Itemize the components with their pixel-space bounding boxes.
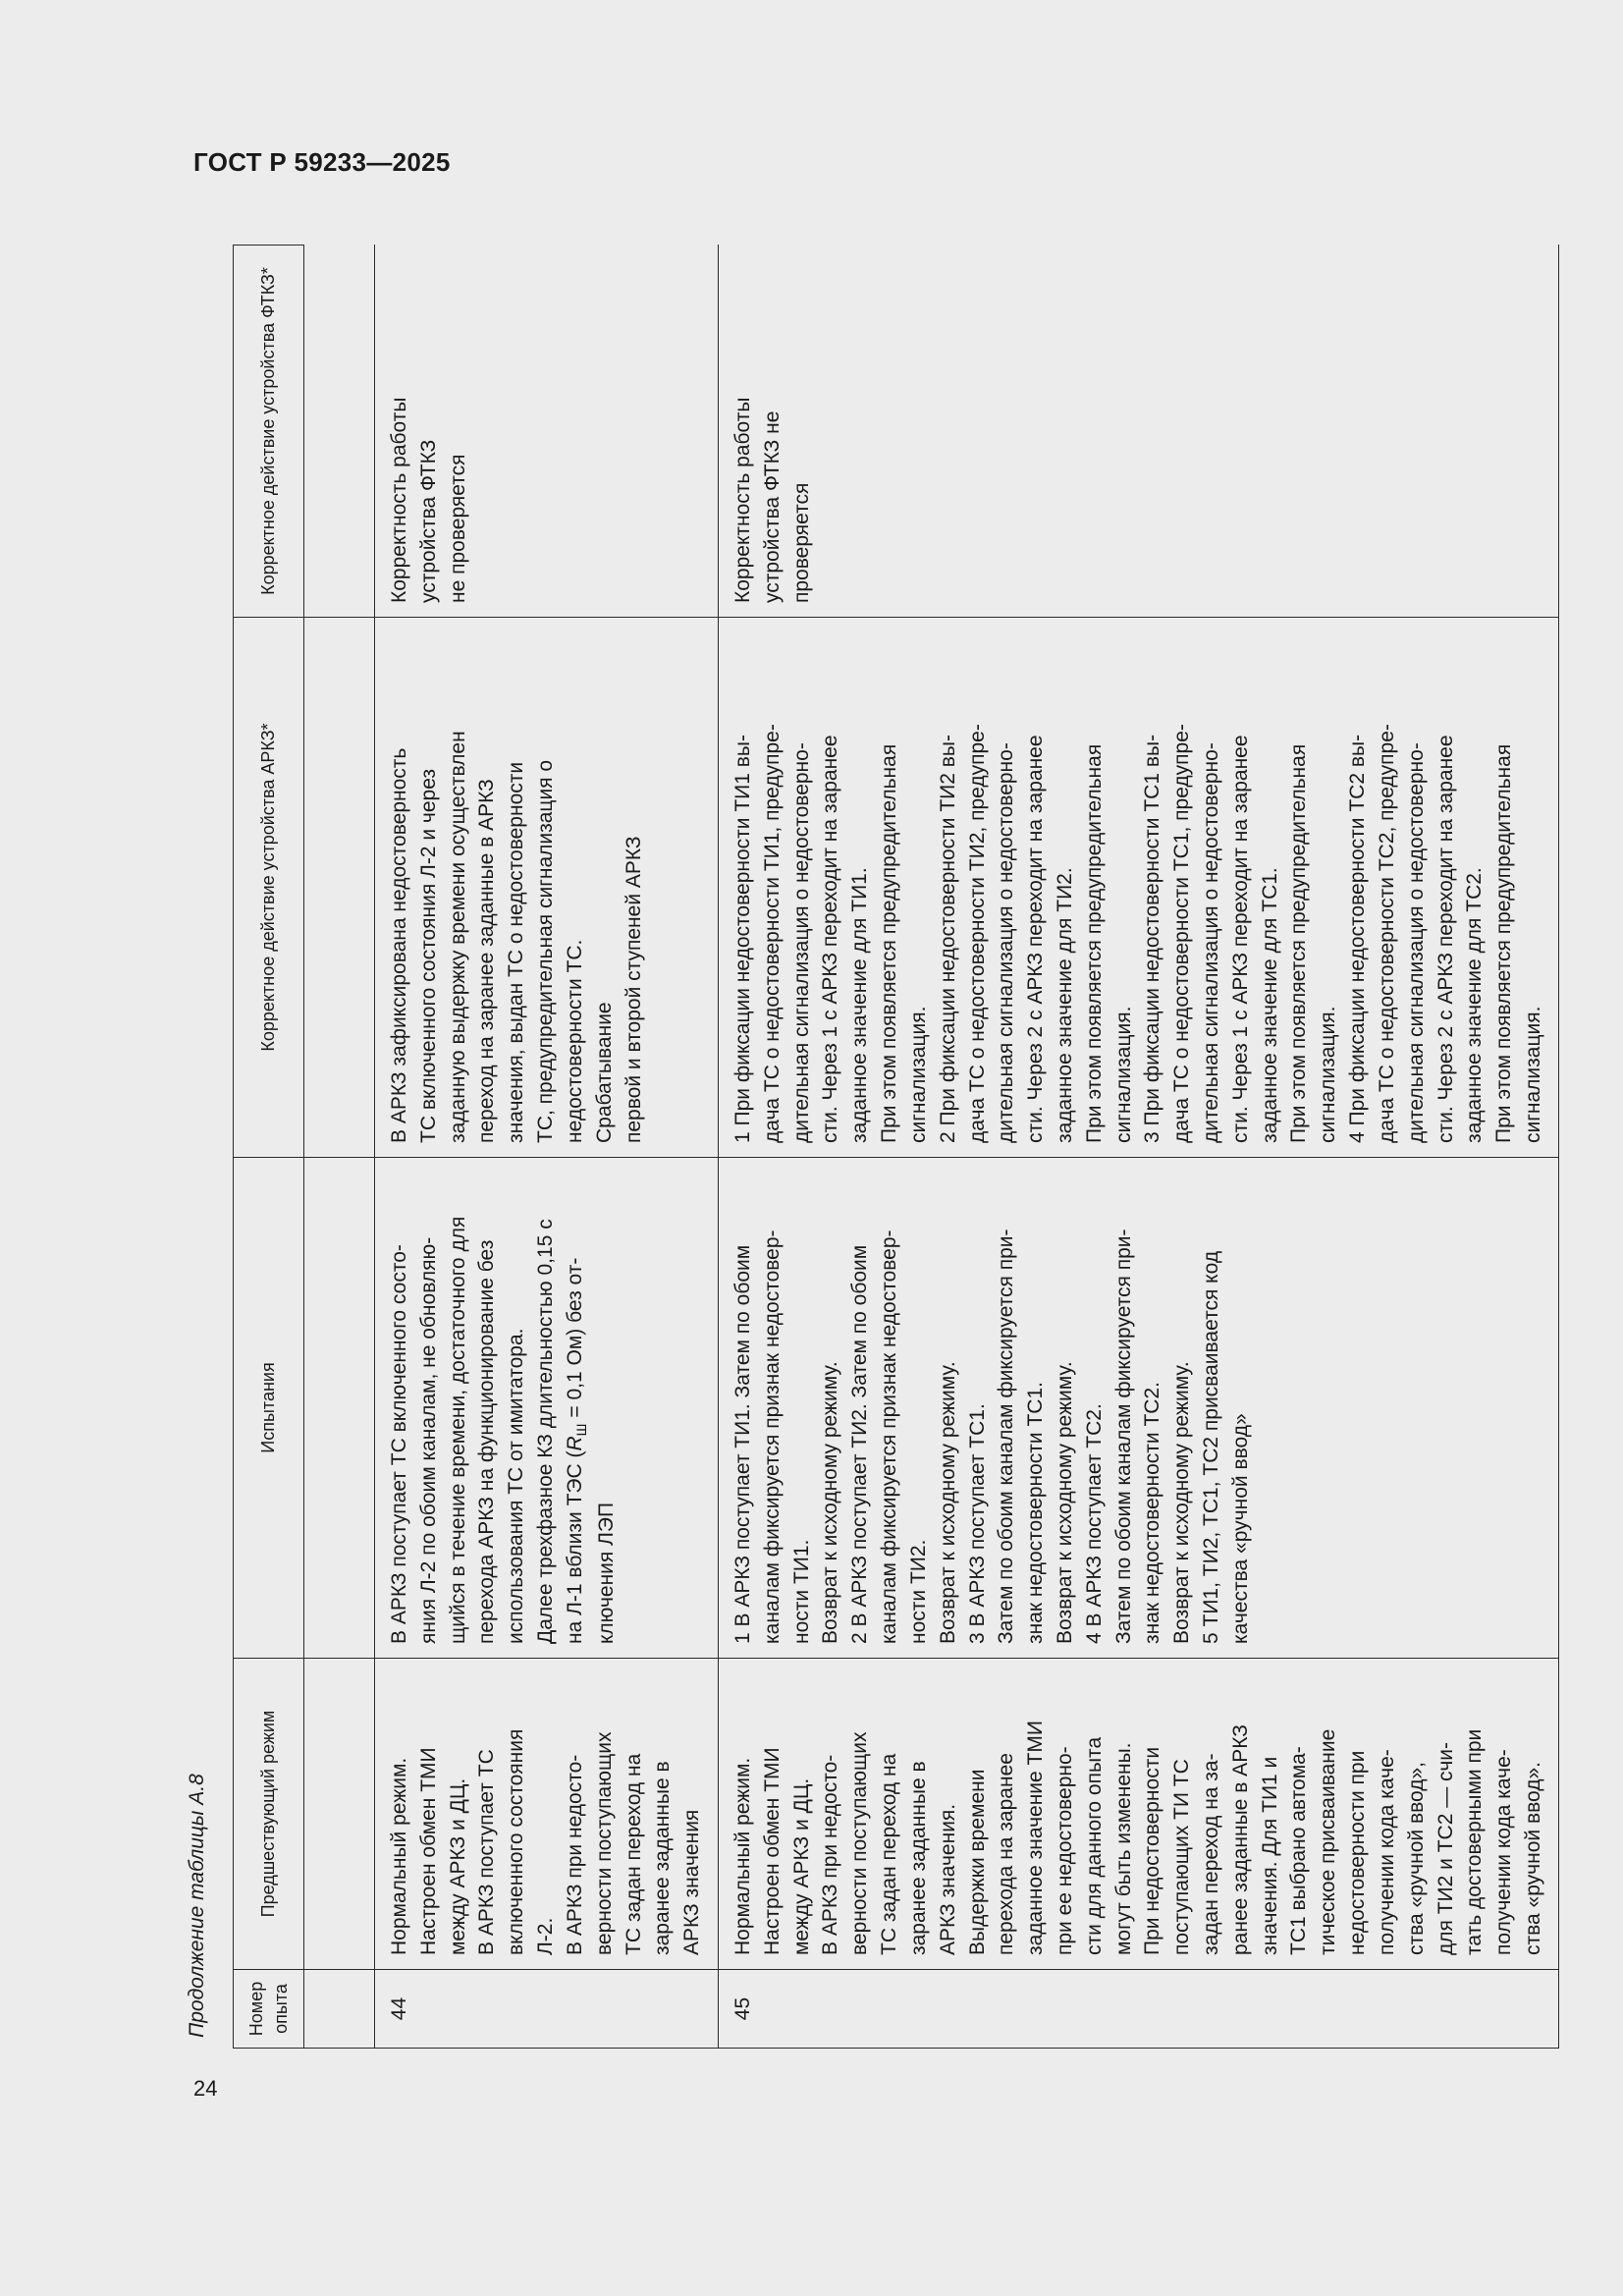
column-header: Номер опыта (234, 1970, 304, 2049)
previous-mode-cell: Нормальный режим. Настроен обмен ТМИ между АРКЗ и ДЦ. В АРКЗ при недосто- верности поступающих ТС задан переход на заранее заданные в АРКЗ значения. Выдержки времени перехода на заранее заданное значение ТМИ при ее недостоверно- сти для данного опыта могут быть изменены. При недостоверности поступающих ТИ ТС задан переход на за- ранее заданные в АРКЗ значения. Для ТИ1 и ТС1 выбрано автома- тическое присваивание недостоверности при получении кода каче- ства «ручной ввод», для ТИ2 и ТС2 — счи- тать достоверными при получении кода каче- ства «ручной ввод». (719, 1659, 1559, 1970)
document-header: ГОСТ Р 59233—2025 (193, 147, 451, 177)
table-row (719, 246, 1559, 2049)
test-table (233, 245, 1559, 2049)
arkz-action-cell: В АРКЗ зафиксирована недостоверность ТС включенного состояния Л-2 и через заданную выдержку времени осуществлен переход на заранее заданные в АРКЗ значения, выдан ТС о недостоверности ТС, предупредительная сигнализация о недостоверности ТС. Срабатывание первой и второй ступеней АРКЗ (375, 618, 719, 1158)
page-number: 24 (193, 2076, 218, 2101)
column-header: Предшествующий режим (234, 1659, 304, 1970)
previous-mode-cell: Нормальный режим. Настроен обмен ТМИ между АРКЗ и ДЦ. В АРКЗ поступает ТС включенного состояния Л-2. В АРКЗ при недосто- верности поступающих ТС задан переход на заранее заданные в АРКЗ значения (375, 1659, 719, 1970)
ftkz-action-cell: Корректность работы устройства ФТКЗ не проверяется (375, 246, 719, 618)
rotated-table-area (182, 226, 1544, 2072)
table-caption: Продолжение таблицы А.8 (186, 1774, 208, 2038)
row-number-cell: 45 (719, 1970, 1559, 2049)
arkz-action-cell: 1 При фиксации недостоверности ТИ1 вы- дача ТС о недостоверности ТИ1, предупре- дительная сигнализация о недостоверно- сти. Через 1 с АРКЗ переходит на заранее заданное значение для ТИ1. При этом появляется предупредительная сигнализация. 2 При фиксации недостоверности ТИ2 вы- дача ТС о недостоверности ТИ2, предупре- дительная сигнализация о недостоверно- сти. Через 2 с АРКЗ переходит на заранее заданное значение для ТИ2. При этом появляется предупредительная сигнализация. 3 При фиксации недостоверности ТС1 вы- дача ТС о недостоверности ТС1, предупре- дительная сигнализация о недостоверно- сти. Через 1 с АРКЗ переходит на заранее заданное значение для ТС1. При этом появляется предупредительная сигнализация. 4 При фиксации недостоверности ТС2 вы- дача ТС о недостоверности ТС2, предупре- дительная сигнализация о недостоверно- сти. Через 2 с АРКЗ переходит на заранее заданное значение для ТС2. При этом появляется предупредительная сигнализация. (719, 618, 1559, 1158)
header-separator (304, 246, 375, 2049)
tests-cell: В АРКЗ поступает ТС включенного состо- яния Л-2 по обоим каналам, не обновляю- щийся в течение времени, достаточного для перехода АРКЗ на функционирование без использования ТС от имитатора. Далее трехфазное КЗ длительностью 0,15 с на Л-1 вблизи ТЭС ($R_Ш = 0,1$ Ом) без от- ключения ЛЭП (375, 1158, 719, 1659)
table-row (375, 246, 719, 2049)
ftkz-action-cell: Корректность работы устройства ФТКЗ не проверяется (719, 246, 1559, 618)
tests-cell: 1 В АРКЗ поступает ТИ1. Затем по обоим каналам фиксируется признак недостовер- ности ТИ1. Возврат к исходному режиму. 2 В АРКЗ поступает ТИ2. Затем по обоим каналам фиксируется признак недостовер- ности ТИ2. Возврат к исходному режиму. 3 В АРКЗ поступает ТС1. Затем по обоим каналам фиксируется при- знак недостоверности ТС1. Возврат к исходному режиму. 4 В АРКЗ поступает ТС2. Затем по обоим каналам фиксируется при- знак недостоверности ТС2. Возврат к исходному режиму. 5 ТИ1, ТИ2, ТС1, ТС2 присваивается код качества «ручной ввод» (719, 1158, 1559, 1659)
column-header: Корректное действие устройства АРКЗ* (234, 618, 304, 1158)
row-number-cell: 44 (375, 1970, 719, 2049)
table-header-row (234, 246, 304, 2049)
column-header: Испытания (234, 1158, 304, 1659)
column-header: Корректное действие устройства ФТКЗ* (234, 246, 304, 618)
